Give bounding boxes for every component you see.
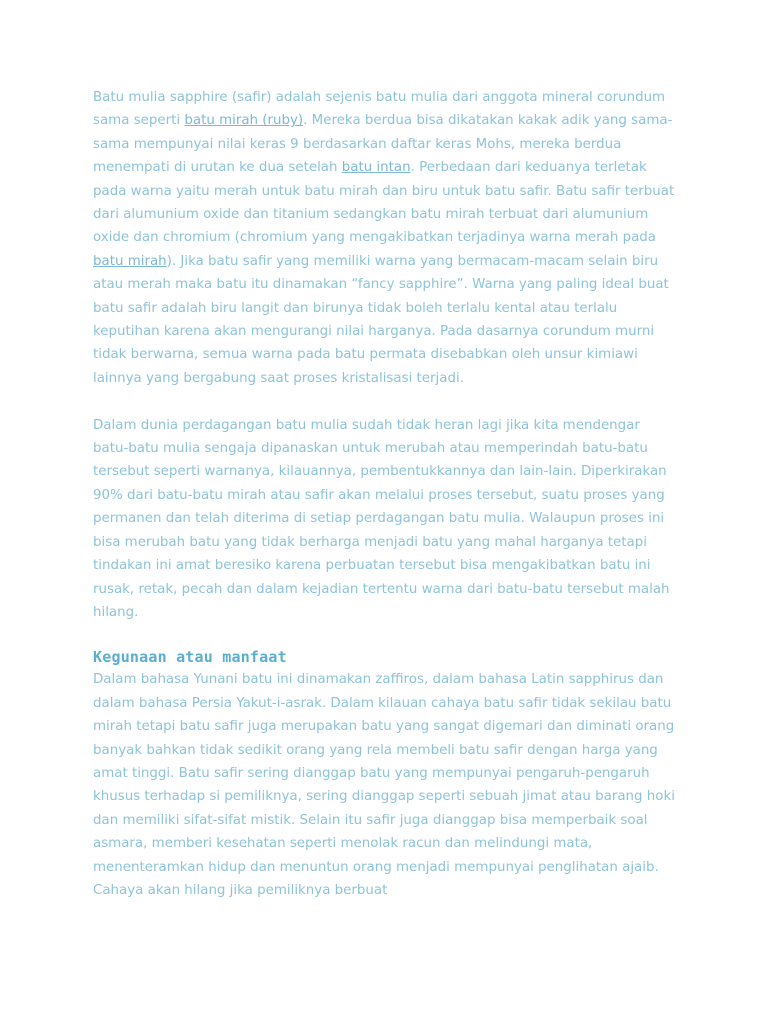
paragraph-trade: Dalam dunia perdagangan batu mulia sudah tidak heran lagi jika kita mendengar batu-batu mulia sengaja dipanaskan untuk merubah atau memperindah batu-batu tersebut seperti warnanya, kilauannya, pembentukkannya dan lain-lain. Diperkirakan 90% dari batu-batu mirah atau safir akan melalui proses tersebut, suatu proses yang permanen dan telah diterima di setiap perdagangan batu mulia. Walaupun proses ini bisa merubah batu yang tidak berharga menjadi batu yang mahal harganya tetapi tindakan ini amat beresiko karena perbuatan tersebut bisa mengakibatkan batu ini rusak, retak, pecah dan dalam kejadian tertentu warna dari batu-batu tersebut malah hilang. (93, 417, 670, 620)
paragraph-text: ). Jika batu safir yang memiliki warna yang bermacam-macam selain biru atau merah maka batu itu dinamakan “fancy sapphire”. Warna yang paling ideal buat batu safir adalah biru langit dan birunya tidak boleh terlalu kental atau terlalu keputihan karena akan mengurangi nilai harganya. Pada dasarnya corundum murni tidak berwarna, semua warna pada batu permata disebabkan oleh unsur kimiawi lainnya yang bergabung saat proses kristalisasi terjadi. (93, 253, 669, 386)
document-page (93, 86, 678, 902)
paragraph-uses: Dalam bahasa Yunani batu ini dinamakan zaffiros, dalam bahasa Latin sapphirus dan dalam bahasa Persia Yakut-i-asrak. Dalam kilauan cahaya batu safir tidak sekilau batu mirah tetapi batu safir juga merupakan batu yang sangat digemari dan diminati orang banyak bahkan tidak sedikit orang yang rela membeli batu safir dengan harga yang amat tinggi. Batu safir sering dianggap batu yang mempunyai pengaruh-pengaruh khusus terhadap si pemiliknya, sering dianggap seperti sebuah jimat atau barang hoki dan memiliki sifat-sifat mistik. Selain itu safir juga dianggap bisa memperbaik soal asmara, memberi kesehatan seperti menolak racun dan melindungi mata, menenteramkan hidup dan menuntun orang menjadi mempunyai penglihatan ajaib. Cahaya akan hilang jika pemiliknya berbuat (93, 672, 675, 898)
link-batu-intan[interactable]: batu intan (341, 160, 411, 176)
paragraph-text: . Perbedaan dari keduanya terletak pada warna yaitu merah untuk batu mirah dan biru untuk batu safir. Batu safir terbuat dari alumunium oxide dan titanium sedangkan batu mirah terbuat dari alumunium oxide dan chromium (chromium yang mengakibatkan terjadinya warna merah pada (93, 160, 675, 246)
section-heading: Kegunaan atau manfaat (93, 648, 287, 667)
paragraph-text: . Mereka berdua bisa dikatakan kakak adik yang sama-sama mempunyai nilai keras 9 berdasarkan daftar keras Mohs, mereka berdua menempati di urutan ke dua setelah (93, 113, 673, 176)
link-batu-mirah[interactable]: batu mirah (93, 253, 167, 269)
paragraph-text: Batu mulia sapphire (safir) adalah sejenis batu mulia dari anggota mineral corundum sama seperti (93, 90, 666, 129)
link-batu-mirah-ruby[interactable]: batu mirah (ruby) (184, 113, 304, 129)
paragraph-intro (93, 86, 678, 390)
